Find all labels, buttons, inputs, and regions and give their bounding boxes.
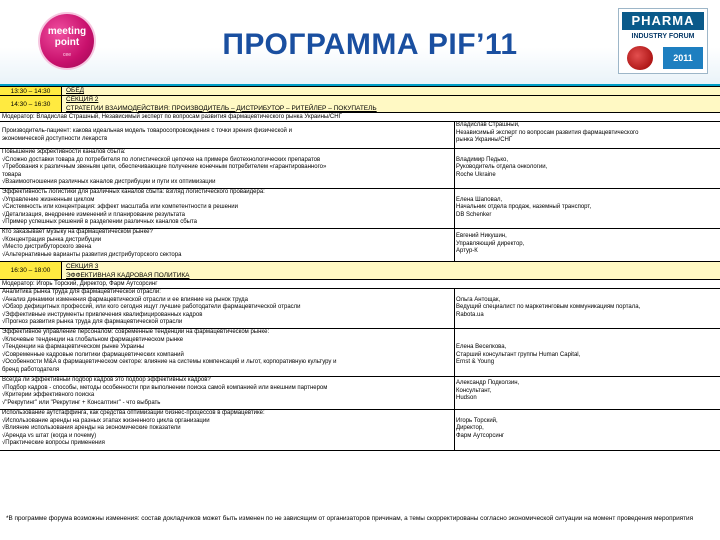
speaker-line: Старший консультант группы Human Capital, xyxy=(456,351,581,358)
program-table xyxy=(0,86,720,540)
topic3-line: √Системность или концентрация: эффект масштаба или компетентности в решении xyxy=(2,204,238,211)
speaker-line: Ведущий специалист по маркетинговым коммуникациям портала, xyxy=(456,304,641,311)
speaker-line: Roche Ukraine xyxy=(456,171,496,178)
moderator3-row xyxy=(0,279,720,288)
topic6-line: бренд работодателя xyxy=(2,366,60,373)
logo-left-line3: cee xyxy=(62,52,72,58)
column-divider xyxy=(454,329,455,376)
speaker-line xyxy=(456,289,718,297)
topic2-description xyxy=(2,149,454,187)
speaker-line: Ольга Антощак, xyxy=(456,296,501,303)
topic5-row xyxy=(0,288,720,328)
speaker-line: Игорь Торский, xyxy=(456,417,498,424)
topic8-line: √Влияние использования аренды на экономические показатели xyxy=(2,425,181,432)
section2-label xyxy=(66,96,377,112)
topic8-description xyxy=(2,410,454,448)
page-title: ПРОГРАММА PIF’11 xyxy=(222,28,518,61)
speaker-line xyxy=(456,189,718,197)
topic8-speaker xyxy=(456,410,718,440)
speaker-line: Консультант, xyxy=(456,387,492,394)
topic3-speaker xyxy=(456,189,718,219)
topic7-speaker xyxy=(456,380,718,403)
topic6-description xyxy=(2,329,454,375)
topic2-line: √Требования к различным звеньям цепи, обеспечивающие получение конечным потребителем «гарантированного» xyxy=(2,164,327,171)
speaker-line: DB Schenker xyxy=(456,211,492,218)
speaker-line: Hudson xyxy=(456,395,477,402)
section3-time: 16:30 – 18:00 xyxy=(10,267,51,274)
column-divider xyxy=(454,229,455,261)
topic5-line: √Эффективные инструменты привлечения квалифицированных кадров xyxy=(2,311,203,318)
topic7-line: Всегда ли эффективный подбор кадров это подбор эффективных кадров? xyxy=(2,377,211,383)
topic1-speaker xyxy=(456,122,718,145)
topic6-line: √Особенности M&A в фармацевтическом секторе: влияние на системы компенсаций и льгот, корпоративную культуру и xyxy=(2,359,337,366)
column-divider xyxy=(454,289,455,328)
topic3-line: Эффективность логистики для различных каналов сбыта: взгляд логистического провайдера: xyxy=(2,189,265,195)
lunch-row xyxy=(0,86,720,95)
topic7-line: √Критерии эффективного поиска xyxy=(2,392,95,399)
topic8-row xyxy=(0,409,720,451)
topic5-description xyxy=(2,289,454,327)
topic4-line: √Место дистрибуторского звена xyxy=(2,244,92,251)
topic2-line: товара xyxy=(2,171,22,178)
topic8-line: Использование аутстаффинга, как средства оптимизации бизнес-процессов в фармацевтике: xyxy=(2,410,265,416)
topic6-speaker xyxy=(456,329,718,367)
column-divider xyxy=(454,377,455,409)
topic4-line: √Концентрация рынка дистрибуции xyxy=(2,236,102,243)
speaker-line: Управляющий директор, xyxy=(456,240,525,247)
footnote: *В программе форума возможны изменения: состав докладчиков может быть изменен по не зависящим от организаторов причинам, а темы скорректированы согласно экономической ситуации на момент проведения мероприятия xyxy=(6,515,694,522)
topic2-line: Повышение эффективности каналов сбыта: xyxy=(2,149,126,155)
section2-time: 14:30 – 16:30 xyxy=(0,96,62,112)
moderator3-text: Модератор: Игорь Торский, Директор, Фарм Аутсорсинг xyxy=(2,281,158,287)
topic2-row xyxy=(0,148,720,188)
section3-subtitle: ЭФФЕКТИВНАЯ КАДРОВАЯ ПОЛИТИКА xyxy=(66,272,190,279)
speaker-line: Руководитель отдела онкологии, xyxy=(456,164,548,171)
section3-time-cell xyxy=(0,262,62,279)
logo-right-line1: PHARMA xyxy=(622,12,704,30)
topic8-line: √Использование аренды на разных этапах жизненного цикла организации xyxy=(2,417,210,424)
section3-title: СЕКЦИЯ 3 xyxy=(66,263,99,270)
lunch-time: 13:30 – 14:30 xyxy=(0,87,62,95)
speaker-line: Директор, xyxy=(456,425,484,432)
topic5-speaker xyxy=(456,289,718,319)
topic6-line: √Тенденции на фармацевтическом рынке Украины xyxy=(2,344,145,351)
speaker-line: Евгений Никушин, xyxy=(456,233,507,239)
topic3-line: √Управление жизненным циклом xyxy=(2,196,95,203)
topic8-line: √Аренда vs штат (когда и почему) xyxy=(2,432,97,439)
topic8-line: √Практические вопросы применения xyxy=(2,440,105,447)
speaker-line: Елена Веселкова, xyxy=(456,344,507,351)
speaker-line: Артур-К xyxy=(456,248,478,255)
pharma-forum-logo xyxy=(618,8,708,74)
topic3-row xyxy=(0,188,720,228)
speaker-line xyxy=(456,410,718,418)
column-divider xyxy=(454,410,455,450)
topic5-line: Аналитика рынка труда для фармацевтической отрасли: xyxy=(2,289,161,295)
section2-subtitle: СТРАТЕГИИ ВЗАИМОДЕЙСТВИЯ: ПРОИЗВОДИТЕЛЬ – ДИСТРИБУТОР – РИТЕЙЛЕР – ПОКУПАТЕЛЬ xyxy=(66,104,377,112)
section3-row xyxy=(0,261,720,279)
topic5-line: √Обзор дефицитных профессий, или кого сегодня ищут лучшие работодатели фармацевтической отрасли xyxy=(2,304,301,311)
section3-label xyxy=(66,262,189,279)
topic1-row xyxy=(0,121,720,148)
topic2-speaker xyxy=(456,149,718,179)
topic7-line: √"Рекрутинг" или "Рекрутинг + Консалтинг" - что выбрать xyxy=(2,399,161,406)
topic3-line: √Пример успешных решений в разделении различных каналов сбыта xyxy=(2,219,197,226)
topic1-line: Производитель-пациент: какова идеальная модель товаросопровождения с точки зрения физической и xyxy=(2,128,292,134)
logo-left-line2: point xyxy=(54,37,80,48)
speaker-line: Александр Подколзин, xyxy=(456,380,520,386)
speaker-line: Независимый эксперт по вопросам развития фармацевтического xyxy=(456,129,639,136)
meeting-point-logo xyxy=(40,14,94,68)
logo-right-line2: INDUSTRY FORUM xyxy=(631,33,695,40)
moderator2-row xyxy=(0,112,720,121)
topic7-row xyxy=(0,376,720,409)
topic5-line: √Прогноз развития рынка труда для фармацевтической отрасли xyxy=(2,319,183,326)
topic4-speaker xyxy=(456,233,718,256)
topic4-line: Кто заказывает музыку на фармацевтическом рынке? xyxy=(2,229,153,235)
topic1-description xyxy=(2,128,454,143)
topic7-description xyxy=(2,377,454,407)
speaker-line: Начальник отдела продаж, наземный транспорт, xyxy=(456,204,592,211)
speaker-line xyxy=(456,149,718,157)
speaker-line: Елена Шаповал, xyxy=(456,196,503,203)
logo-left-line1: meeting xyxy=(47,26,87,37)
section2-row xyxy=(0,95,720,112)
globe-icon xyxy=(627,46,653,70)
topic6-line: √Современные кадровые политики фармацевтических компаний xyxy=(2,351,184,358)
speaker-line: Фарм Аутсорсинг xyxy=(456,432,505,439)
topic1-line: экономической доступности лекарств xyxy=(2,135,108,142)
column-divider xyxy=(454,149,455,188)
topic6-line: √Ключевые тенденции на глобальном фармацевтическом рынке xyxy=(2,336,184,343)
speaker-line: Владислав Страшный, xyxy=(456,122,520,128)
topic7-line: √Подбор кадров - способы, методы особенности при выполнении поиска самой компанией или внешним партнером xyxy=(2,384,328,391)
topic6-line: Эффективное управление персоналом: современные тенденции на фармацевтическом рынке: xyxy=(2,329,270,335)
moderator2-text: Модератор: Владислав Страшный, Независимый эксперт по вопросам развития фармацевтического рынка Украины/СНГ xyxy=(2,114,342,120)
topic4-row xyxy=(0,228,720,261)
section2-title: СЕКЦИЯ 2 xyxy=(66,96,99,103)
topic5-line: √Анализ динамики изменения фармацевтической отрасли и ее влияние на рынок труда xyxy=(2,296,248,303)
speaker-line: Владимир Педько, xyxy=(456,156,509,163)
speaker-line xyxy=(456,329,718,337)
topic4-description xyxy=(2,229,454,259)
topic4-line: √Альтернативные варианты развития дистрибуторского сектора xyxy=(2,251,182,258)
topic6-row xyxy=(0,328,720,376)
speaker-line xyxy=(456,337,718,345)
lunch-label: ОБЕД xyxy=(66,87,85,94)
logo-right-year: 2011 xyxy=(663,47,703,69)
column-divider xyxy=(454,122,455,148)
speaker-line: Ernst & Young xyxy=(456,359,495,366)
speaker-line: Rabota.ua xyxy=(456,311,484,318)
topic2-line: √Сложно доставки товара до потребителя по логистической цепочке на примере биотехнологических препаратов xyxy=(2,156,321,163)
column-divider xyxy=(454,189,455,228)
topic3-line: √Детализация, внедрение изменений и планирование результата xyxy=(2,211,185,218)
topic2-line: √Взаимоотношения различных каналов дистрибуции и пути их оптимизации xyxy=(2,179,216,186)
topic3-description xyxy=(2,189,454,227)
speaker-line: рынка Украины/СНГ xyxy=(456,137,513,144)
